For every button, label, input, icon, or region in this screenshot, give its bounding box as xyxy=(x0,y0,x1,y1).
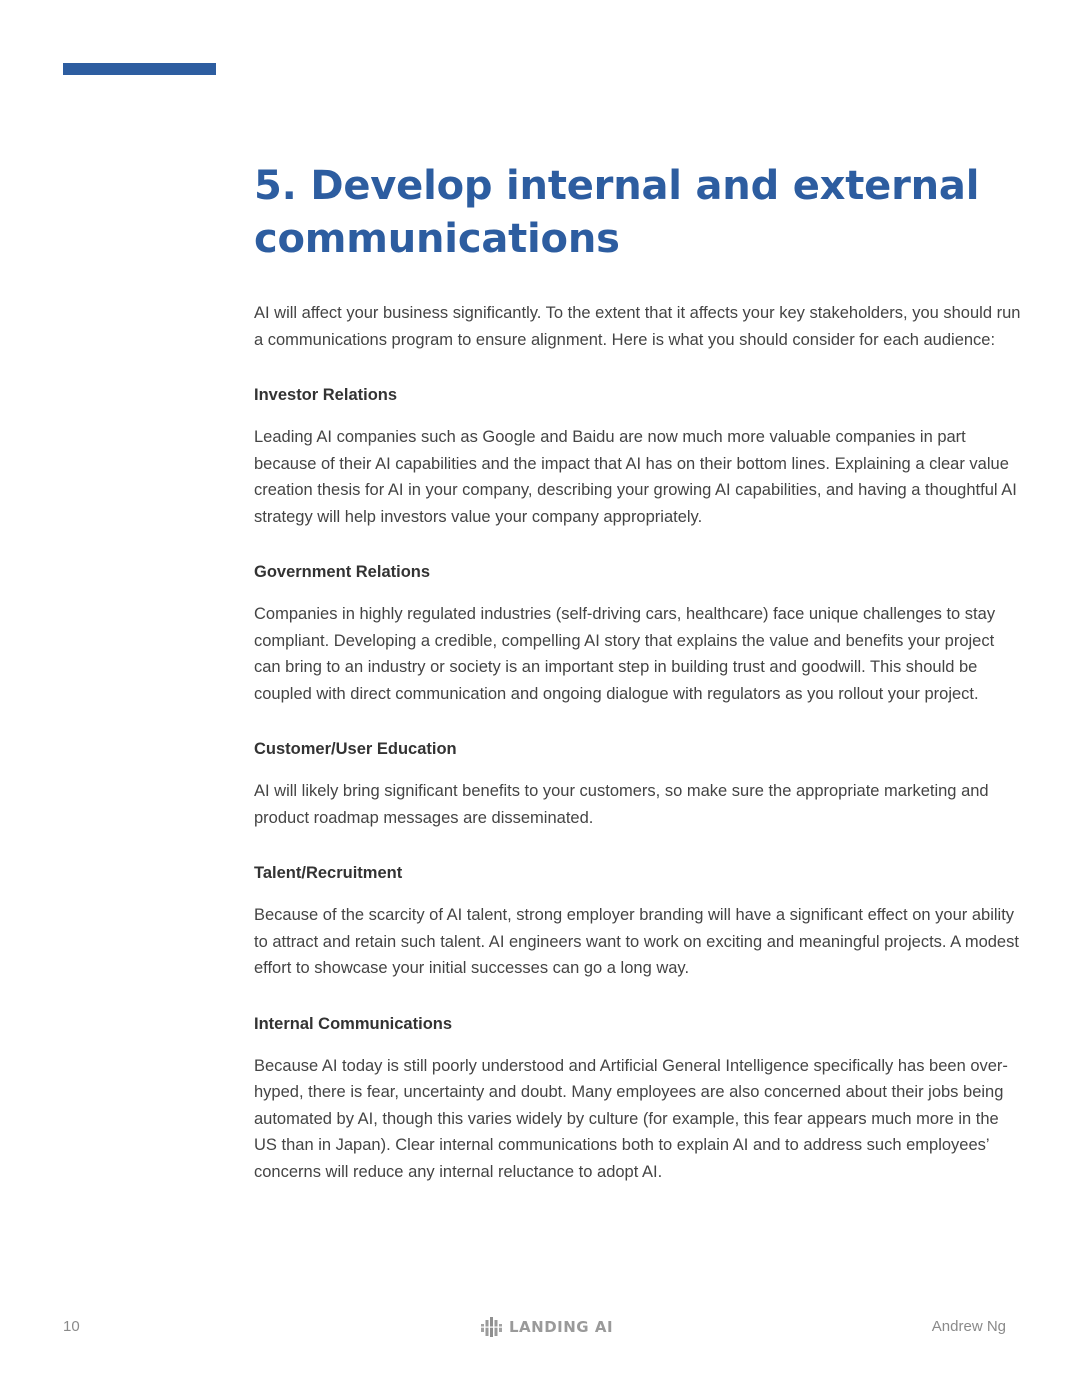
author-name: Andrew Ng xyxy=(931,1318,1006,1335)
landing-ai-logo-icon xyxy=(479,1315,503,1339)
section-body: Leading AI companies such as Google and Baidu are now much more valuable companies in part because of their AI capabilities and the impact that AI has on their bottom lines. Explaining a clear value creation thesis for AI in your company, describing your growing AI capabilities, and having a thoughtful AI strategy will help investors value your company appropriately. xyxy=(254,428,1017,526)
section-body: AI will likely bring significant benefits to your customers, so make sure the appropriate marketing and product roadmap messages are disseminated. xyxy=(254,782,989,827)
section-body: Companies in highly regulated industries (self-driving cars, healthcare) face unique challenges to stay compliant. Developing a credible, compelling AI story that explains the value and benefits your project can bring to an industry or society is an important step in building trust and goodwill. This should be coupled with direct communication and ongoing dialogue with regulators as you rollout your project. xyxy=(254,605,996,703)
landing-ai-logo xyxy=(479,1315,613,1339)
section-body: Because AI today is still poorly understood and Artificial General Intelligence specifically has been over-hyped, there is fear, uncertainty and doubt. Many employees are also concerned about their jobs being automated by AI, though this varies widely by culture (for example, this fear appears much more in the US than in Japan). Clear internal communications both to explain AI and to address such employees’ concerns will reduce any internal reluctance to adopt AI. xyxy=(254,1056,1008,1181)
page-content xyxy=(254,160,1024,1185)
section-internal-communications xyxy=(254,1013,1024,1186)
logo-text: LANDING AI xyxy=(509,1318,614,1336)
page-footer xyxy=(0,1315,1080,1341)
section-body: Because of the scarcity of AI talent, strong employer branding will have a significant effect on your ability to attract and retain such talent. AI engineers want to work on exciting and meaningful projects. A modest effort to showcase your initial successes can go a long way. xyxy=(254,906,1019,977)
section-customer-user-education xyxy=(254,738,1024,831)
section-heading: Customer/User Education xyxy=(254,740,457,758)
page-title: 5. Develop internal and external communications xyxy=(254,163,980,262)
section-heading: Internal Communications xyxy=(254,1014,453,1033)
section-heading: Talent/Recruitment xyxy=(254,864,403,882)
section-government-relations xyxy=(254,561,1024,707)
section-talent-recruitment xyxy=(254,862,1024,982)
intro-paragraph: AI will affect your business significantly. To the extent that it affects your key stakeholders, you should run a communications program to ensure alignment. Here is what you should consider for each audience: xyxy=(254,304,1021,349)
section-heading: Government Relations xyxy=(254,563,431,581)
section-investor-relations xyxy=(254,384,1024,530)
top-accent-bar xyxy=(63,63,216,75)
section-heading: Investor Relations xyxy=(254,386,398,404)
page-number: 10 xyxy=(63,1318,80,1335)
